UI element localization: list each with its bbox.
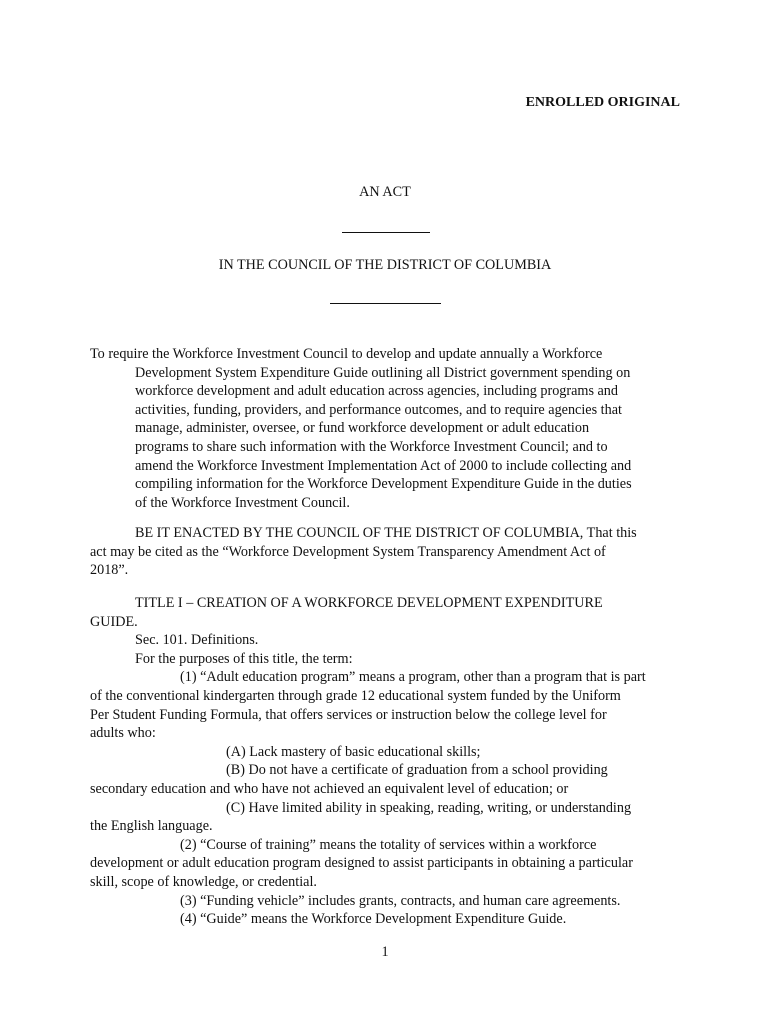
- purpose-line: To require the Workforce Investment Council to develop and update annually a Workforce: [90, 346, 603, 362]
- definition-course-of-training: skill, scope of knowledge, or credential.: [90, 874, 317, 890]
- subclause-b: secondary education and who have not achieved an equivalent level of education; or: [90, 781, 569, 797]
- definition-course-of-training: development or adult education program designed to assist participants in obtaining a particular: [90, 855, 633, 872]
- purpose-line: workforce development and adult education across agencies, including programs and: [135, 383, 618, 400]
- act-title: AN ACT: [359, 184, 411, 200]
- signature-line-bottom: [330, 303, 441, 304]
- subclause-a: (A) Lack mastery of basic educational skills;: [226, 743, 481, 760]
- definition-adult-education: (1) “Adult education program” means a program, other than a program that is part: [180, 669, 646, 686]
- definition-funding-vehicle: (3) “Funding vehicle” includes grants, contracts, and human care agreements.: [180, 892, 621, 909]
- section-heading: Sec. 101. Definitions.: [135, 632, 259, 649]
- council-heading: IN THE COUNCIL OF THE DISTRICT OF COLUMBIA: [218, 257, 552, 273]
- enacting-line: BE IT ENACTED BY THE COUNCIL OF THE DISTRICT OF COLUMBIA, That this: [135, 525, 637, 541]
- definition-course-of-training: (2) “Course of training” means the totality of services within a workforce: [180, 836, 597, 853]
- purpose-line: Development System Expenditure Guide outlining all District government spending on: [135, 364, 631, 381]
- page-number: 1: [381, 944, 389, 960]
- purpose-line: manage, administer, oversee, or fund workforce development or adult education: [135, 420, 590, 437]
- subclause-c: the English language.: [90, 818, 213, 835]
- signature-line-top: [342, 232, 430, 233]
- purpose-line: of the Workforce Investment Council.: [135, 494, 350, 511]
- subclause-c: (C) Have limited ability in speaking, reading, writing, or understanding: [226, 799, 632, 816]
- enrolled-original-stamp: ENROLLED ORIGINAL: [525, 95, 680, 110]
- subclause-b: (B) Do not have a certificate of graduation from a school providing: [226, 762, 608, 779]
- definition-guide: (4) “Guide” means the Workforce Development Expenditure Guide.: [180, 911, 567, 928]
- enacting-line: act may be cited as the “Workforce Development System Transparency Amendment Act of: [90, 543, 606, 560]
- definition-adult-education: of the conventional kindergarten through grade 12 educational system funded by the Uniform: [90, 688, 621, 704]
- title-one-line: GUIDE.: [90, 613, 138, 630]
- definition-adult-education: Per Student Funding Formula, that offers services or instruction below the college level for: [90, 706, 607, 723]
- purpose-line: amend the Workforce Investment Implementation Act of 2000 to include collecting and: [135, 457, 632, 474]
- title-one-line: TITLE I – CREATION OF A WORKFORCE DEVELOPMENT EXPENDITURE: [135, 595, 603, 611]
- definition-adult-education: adults who:: [90, 725, 156, 742]
- purpose-line: programs to share such information with the Workforce Investment Council; and to: [135, 439, 608, 455]
- purpose-line: activities, funding, providers, and performance outcomes, and to require agencies that: [135, 401, 622, 418]
- enacting-line: 2018”.: [90, 562, 129, 579]
- section-intro: For the purposes of this title, the term:: [135, 650, 353, 667]
- purpose-line: compiling information for the Workforce Development Expenditure Guide in the duties: [135, 476, 632, 493]
